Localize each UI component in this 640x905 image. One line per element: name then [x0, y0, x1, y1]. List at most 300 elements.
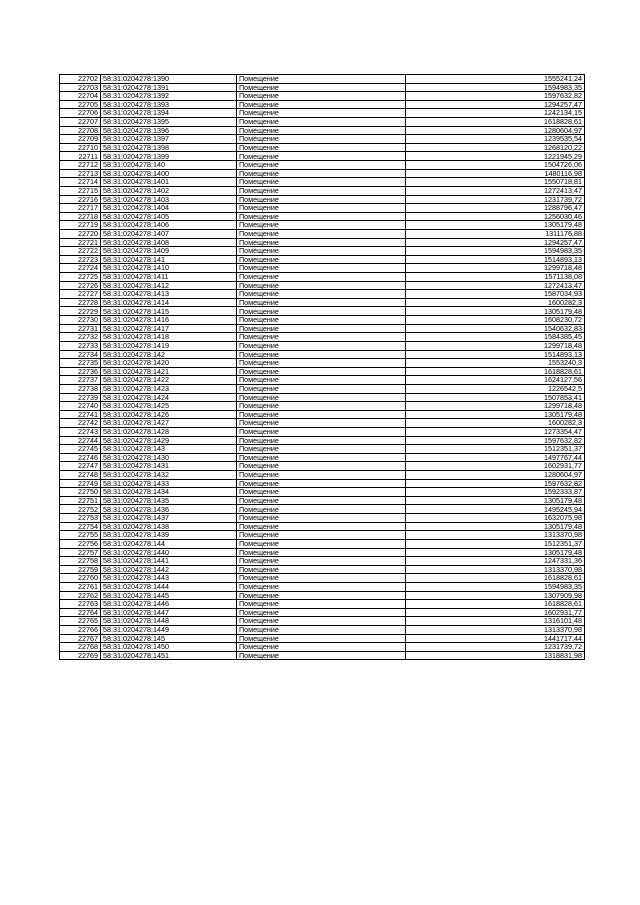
object-type-cell: Помещение	[237, 83, 406, 92]
object-type-cell: Помещение	[237, 221, 406, 230]
cadastral-number-cell: 58:31:0204278:1401	[101, 178, 237, 187]
object-type-cell: Помещение	[237, 204, 406, 213]
object-type-cell: Помещение	[237, 643, 406, 652]
table-row	[60, 350, 585, 359]
object-type-cell: Помещение	[237, 402, 406, 411]
object-type-cell: Помещение	[237, 488, 406, 497]
object-type-cell: Помещение	[237, 565, 406, 574]
cadastral-number-cell: 58:31:0204278:1418	[101, 333, 237, 342]
cadastral-value-cell: 1231739,72	[406, 195, 585, 204]
row-number-cell: 22729	[60, 307, 101, 316]
table-row	[60, 100, 585, 109]
cadastral-value-cell: 1602931,77	[406, 462, 585, 471]
row-number-cell: 22735	[60, 359, 101, 368]
cadastral-number-cell: 58:31:0204278:1448	[101, 617, 237, 626]
object-type-cell: Помещение	[237, 557, 406, 566]
table-row	[60, 574, 585, 583]
object-type-cell: Помещение	[237, 367, 406, 376]
table-row	[60, 488, 585, 497]
table-row	[60, 109, 585, 118]
row-number-cell: 22768	[60, 643, 101, 652]
cadastral-value-cell: 1318831,98	[406, 651, 585, 660]
table-row	[60, 75, 585, 84]
table-row	[60, 221, 585, 230]
cadastral-number-cell: 58:31:0204278:1411	[101, 273, 237, 282]
row-number-cell: 22743	[60, 427, 101, 436]
table-row	[60, 316, 585, 325]
row-number-cell: 22703	[60, 83, 101, 92]
object-type-cell: Помещение	[237, 445, 406, 454]
cadastral-value-cell: 1313370,98	[406, 565, 585, 574]
object-type-cell: Помещение	[237, 75, 406, 84]
cadastral-number-cell: 58:31:0204278:1390	[101, 75, 237, 84]
row-number-cell: 22734	[60, 350, 101, 359]
cadastral-number-cell: 58:31:0204278:1431	[101, 462, 237, 471]
table-row	[60, 591, 585, 600]
cadastral-number-cell: 58:31:0204278:1406	[101, 221, 237, 230]
table-row	[60, 462, 585, 471]
row-number-cell: 22710	[60, 143, 101, 152]
object-type-cell: Помещение	[237, 531, 406, 540]
row-number-cell: 22715	[60, 186, 101, 195]
row-number-cell: 22708	[60, 126, 101, 135]
object-type-cell: Помещение	[237, 100, 406, 109]
object-type-cell: Помещение	[237, 126, 406, 135]
cadastral-number-cell: 58:31:0204278:1417	[101, 324, 237, 333]
cadastral-number-cell: 58:31:0204278:1430	[101, 453, 237, 462]
cadastral-number-cell: 58:31:0204278:1424	[101, 393, 237, 402]
cadastral-value-cell: 1512351,37	[406, 539, 585, 548]
cadastral-number-cell: 58:31:0204278:1409	[101, 247, 237, 256]
object-type-cell: Помещение	[237, 298, 406, 307]
cadastral-value-cell: 1618828,61	[406, 600, 585, 609]
table-row	[60, 92, 585, 101]
row-number-cell: 22737	[60, 376, 101, 385]
cadastral-value-cell: 1273354,47	[406, 427, 585, 436]
cadastral-number-cell: 58:31:0204278:1395	[101, 118, 237, 127]
object-type-cell: Помещение	[237, 195, 406, 204]
cadastral-value-cell: 1441717,44	[406, 634, 585, 643]
cadastral-value-cell: 1268120,22	[406, 143, 585, 152]
object-type-cell: Помещение	[237, 582, 406, 591]
object-type-cell: Помещение	[237, 548, 406, 557]
table-row	[60, 539, 585, 548]
table-row	[60, 436, 585, 445]
row-number-cell: 22752	[60, 505, 101, 514]
row-number-cell: 22724	[60, 264, 101, 273]
cadastral-value-cell: 1600282,3	[406, 419, 585, 428]
object-type-cell: Помещение	[237, 316, 406, 325]
cadastral-number-cell: 58:31:0204278:143	[101, 445, 237, 454]
cadastral-table	[59, 74, 585, 660]
object-type-cell: Помещение	[237, 436, 406, 445]
table-row	[60, 393, 585, 402]
table-row	[60, 419, 585, 428]
table-row	[60, 634, 585, 643]
cadastral-number-cell: 58:31:0204278:1449	[101, 626, 237, 635]
table-row	[60, 255, 585, 264]
row-number-cell: 22720	[60, 229, 101, 238]
cadastral-value-cell: 1550718,81	[406, 178, 585, 187]
cadastral-number-cell: 58:31:0204278:1425	[101, 402, 237, 411]
cadastral-value-cell: 1608230,72	[406, 316, 585, 325]
cadastral-number-cell: 58:31:0204278:1439	[101, 531, 237, 540]
object-type-cell: Помещение	[237, 307, 406, 316]
cadastral-value-cell: 1624127,56	[406, 376, 585, 385]
cadastral-number-cell: 58:31:0204278:1446	[101, 600, 237, 609]
cadastral-value-cell: 1594983,35	[406, 247, 585, 256]
cadastral-value-cell: 1305179,48	[406, 548, 585, 557]
object-type-cell: Помещение	[237, 384, 406, 393]
cadastral-number-cell: 58:31:0204278:1393	[101, 100, 237, 109]
cadastral-number-cell: 58:31:0204278:1392	[101, 92, 237, 101]
row-number-cell: 22767	[60, 634, 101, 643]
row-number-cell: 22712	[60, 161, 101, 170]
row-number-cell: 22755	[60, 531, 101, 540]
cadastral-number-cell: 58:31:0204278:1450	[101, 643, 237, 652]
object-type-cell: Помещение	[237, 419, 406, 428]
cadastral-number-cell: 58:31:0204278:141	[101, 255, 237, 264]
cadastral-value-cell: 1495245,94	[406, 505, 585, 514]
table-row	[60, 548, 585, 557]
row-number-cell: 22704	[60, 92, 101, 101]
object-type-cell: Помещение	[237, 617, 406, 626]
table-row	[60, 565, 585, 574]
cadastral-value-cell: 1239535,54	[406, 135, 585, 144]
row-number-cell: 22762	[60, 591, 101, 600]
table-row	[60, 531, 585, 540]
table-row	[60, 384, 585, 393]
cadastral-number-cell: 58:31:0204278:1391	[101, 83, 237, 92]
object-type-cell: Помещение	[237, 290, 406, 299]
cadastral-value-cell: 1272413,47	[406, 281, 585, 290]
row-number-cell: 22738	[60, 384, 101, 393]
object-type-cell: Помещение	[237, 255, 406, 264]
object-type-cell: Помещение	[237, 453, 406, 462]
table-row	[60, 445, 585, 454]
cadastral-number-cell: 58:31:0204278:1397	[101, 135, 237, 144]
row-number-cell: 22766	[60, 626, 101, 635]
cadastral-number-cell: 58:31:0204278:1399	[101, 152, 237, 161]
table-row	[60, 264, 585, 273]
row-number-cell: 22765	[60, 617, 101, 626]
cadastral-number-cell: 58:31:0204278:1408	[101, 238, 237, 247]
row-number-cell: 22749	[60, 479, 101, 488]
table-row	[60, 169, 585, 178]
object-type-cell: Помещение	[237, 574, 406, 583]
object-type-cell: Помещение	[237, 522, 406, 531]
cadastral-number-cell: 58:31:0204278:1432	[101, 471, 237, 480]
cadastral-value-cell: 1497767,44	[406, 453, 585, 462]
row-number-cell: 22756	[60, 539, 101, 548]
table-row	[60, 410, 585, 419]
cadastral-value-cell: 1226542,5	[406, 384, 585, 393]
table-row	[60, 626, 585, 635]
table-row	[60, 126, 585, 135]
cadastral-value-cell: 1597632,82	[406, 436, 585, 445]
cadastral-value-cell: 1299718,48	[406, 264, 585, 273]
object-type-cell: Помещение	[237, 238, 406, 247]
row-number-cell: 22721	[60, 238, 101, 247]
table-row	[60, 229, 585, 238]
object-type-cell: Помещение	[237, 264, 406, 273]
cadastral-value-cell: 1507853,41	[406, 393, 585, 402]
cadastral-value-cell: 1280604,97	[406, 126, 585, 135]
cadastral-value-cell: 1242134,15	[406, 109, 585, 118]
object-type-cell: Помещение	[237, 186, 406, 195]
cadastral-number-cell: 58:31:0204278:1435	[101, 496, 237, 505]
cadastral-value-cell: 1555241,24	[406, 75, 585, 84]
cadastral-value-cell: 1305179,48	[406, 522, 585, 531]
cadastral-value-cell: 1514893,13	[406, 255, 585, 264]
table-row	[60, 359, 585, 368]
cadastral-number-cell: 58:31:0204278:1428	[101, 427, 237, 436]
object-type-cell: Помещение	[237, 212, 406, 221]
cadastral-value-cell: 1514893,13	[406, 350, 585, 359]
table-row	[60, 204, 585, 213]
table-row	[60, 479, 585, 488]
object-type-cell: Помещение	[237, 247, 406, 256]
cadastral-value-cell: 1247331,36	[406, 557, 585, 566]
cadastral-value-cell: 1288796,47	[406, 204, 585, 213]
cadastral-value-cell: 1307909,98	[406, 591, 585, 600]
row-number-cell: 22736	[60, 367, 101, 376]
table-row	[60, 152, 585, 161]
cadastral-value-cell: 1592333,87	[406, 488, 585, 497]
table-row	[60, 505, 585, 514]
table-row	[60, 281, 585, 290]
cadastral-value-cell: 1587034,93	[406, 290, 585, 299]
table-row	[60, 161, 585, 170]
cadastral-number-cell: 58:31:0204278:1400	[101, 169, 237, 178]
cadastral-value-cell: 1618828,61	[406, 367, 585, 376]
table-row	[60, 402, 585, 411]
table-row	[60, 600, 585, 609]
row-number-cell: 22706	[60, 109, 101, 118]
object-type-cell: Помещение	[237, 178, 406, 187]
cadastral-value-cell: 1294257,47	[406, 100, 585, 109]
object-type-cell: Помещение	[237, 651, 406, 660]
table-row	[60, 324, 585, 333]
row-number-cell: 22709	[60, 135, 101, 144]
object-type-cell: Помещение	[237, 600, 406, 609]
row-number-cell: 22730	[60, 316, 101, 325]
cadastral-number-cell: 58:31:0204278:1433	[101, 479, 237, 488]
cadastral-value-cell: 1632075,98	[406, 514, 585, 523]
object-type-cell: Помещение	[237, 514, 406, 523]
cadastral-number-cell: 58:31:0204278:1451	[101, 651, 237, 660]
table-row	[60, 273, 585, 282]
row-number-cell: 22742	[60, 419, 101, 428]
object-type-cell: Помещение	[237, 479, 406, 488]
object-type-cell: Помещение	[237, 118, 406, 127]
object-type-cell: Помещение	[237, 634, 406, 643]
row-number-cell: 22757	[60, 548, 101, 557]
cadastral-value-cell: 1571138,08	[406, 273, 585, 282]
cadastral-number-cell: 58:31:0204278:1419	[101, 341, 237, 350]
cadastral-number-cell: 58:31:0204278:1407	[101, 229, 237, 238]
object-type-cell: Помещение	[237, 281, 406, 290]
row-number-cell: 22763	[60, 600, 101, 609]
table-row	[60, 617, 585, 626]
object-type-cell: Помещение	[237, 539, 406, 548]
object-type-cell: Помещение	[237, 496, 406, 505]
cadastral-number-cell: 58:31:0204278:1442	[101, 565, 237, 574]
cadastral-number-cell: 58:31:0204278:1413	[101, 290, 237, 299]
cadastral-value-cell: 1294257,47	[406, 238, 585, 247]
cadastral-value-cell: 1313370,98	[406, 531, 585, 540]
cadastral-value-cell: 1280604,97	[406, 471, 585, 480]
table-row	[60, 557, 585, 566]
object-type-cell: Помещение	[237, 427, 406, 436]
table-row	[60, 376, 585, 385]
row-number-cell: 22725	[60, 273, 101, 282]
row-number-cell: 22717	[60, 204, 101, 213]
row-number-cell: 22759	[60, 565, 101, 574]
row-number-cell: 22732	[60, 333, 101, 342]
cadastral-number-cell: 58:31:0204278:1444	[101, 582, 237, 591]
cadastral-value-cell: 1256030,46	[406, 212, 585, 221]
row-number-cell: 22769	[60, 651, 101, 660]
cadastral-number-cell: 58:31:0204278:1447	[101, 608, 237, 617]
cadastral-number-cell: 58:31:0204278:1434	[101, 488, 237, 497]
cadastral-number-cell: 58:31:0204278:1423	[101, 384, 237, 393]
table-row	[60, 178, 585, 187]
table-row	[60, 608, 585, 617]
cadastral-value-cell: 1504726,06	[406, 161, 585, 170]
table-body	[60, 75, 585, 660]
cadastral-value-cell: 1584385,45	[406, 333, 585, 342]
cadastral-number-cell: 58:31:0204278:1410	[101, 264, 237, 273]
object-type-cell: Помещение	[237, 92, 406, 101]
row-number-cell: 22745	[60, 445, 101, 454]
object-type-cell: Помещение	[237, 109, 406, 118]
cadastral-number-cell: 58:31:0204278:1415	[101, 307, 237, 316]
cadastral-value-cell: 1313370,98	[406, 626, 585, 635]
object-type-cell: Помещение	[237, 341, 406, 350]
object-type-cell: Помещение	[237, 393, 406, 402]
cadastral-value-cell: 1480116,98	[406, 169, 585, 178]
table-row	[60, 298, 585, 307]
row-number-cell: 22739	[60, 393, 101, 402]
cadastral-value-cell: 1311176,88	[406, 229, 585, 238]
object-type-cell: Помещение	[237, 376, 406, 385]
row-number-cell: 22747	[60, 462, 101, 471]
cadastral-value-cell: 1597632,82	[406, 92, 585, 101]
row-number-cell: 22740	[60, 402, 101, 411]
table-row	[60, 143, 585, 152]
cadastral-number-cell: 58:31:0204278:1420	[101, 359, 237, 368]
cadastral-number-cell: 58:31:0204278:1437	[101, 514, 237, 523]
cadastral-number-cell: 58:31:0204278:1443	[101, 574, 237, 583]
cadastral-value-cell: 1272413,47	[406, 186, 585, 195]
object-type-cell: Помещение	[237, 410, 406, 419]
cadastral-number-cell: 58:31:0204278:1416	[101, 316, 237, 325]
row-number-cell: 22719	[60, 221, 101, 230]
object-type-cell: Помещение	[237, 505, 406, 514]
table-row	[60, 582, 585, 591]
row-number-cell: 22758	[60, 557, 101, 566]
table-row	[60, 118, 585, 127]
row-number-cell: 22723	[60, 255, 101, 264]
cadastral-number-cell: 58:31:0204278:142	[101, 350, 237, 359]
object-type-cell: Помещение	[237, 143, 406, 152]
cadastral-value-cell: 1305179,48	[406, 307, 585, 316]
row-number-cell: 22751	[60, 496, 101, 505]
cadastral-value-cell: 1305179,48	[406, 496, 585, 505]
row-number-cell: 22744	[60, 436, 101, 445]
row-number-cell: 22753	[60, 514, 101, 523]
cadastral-number-cell: 58:31:0204278:1402	[101, 186, 237, 195]
cadastral-number-cell: 58:31:0204278:1403	[101, 195, 237, 204]
cadastral-number-cell: 58:31:0204278:1427	[101, 419, 237, 428]
cadastral-number-cell: 58:31:0204278:1429	[101, 436, 237, 445]
object-type-cell: Помещение	[237, 471, 406, 480]
row-number-cell: 22713	[60, 169, 101, 178]
object-type-cell: Помещение	[237, 229, 406, 238]
table-row	[60, 341, 585, 350]
cadastral-value-cell: 1221945,29	[406, 152, 585, 161]
table-row	[60, 238, 585, 247]
cadastral-value-cell: 1618828,61	[406, 118, 585, 127]
row-number-cell: 22741	[60, 410, 101, 419]
cadastral-number-cell: 58:31:0204278:1405	[101, 212, 237, 221]
row-number-cell: 22711	[60, 152, 101, 161]
cadastral-number-cell: 58:31:0204278:140	[101, 161, 237, 170]
cadastral-value-cell: 1231739,72	[406, 643, 585, 652]
row-number-cell: 22746	[60, 453, 101, 462]
row-number-cell: 22748	[60, 471, 101, 480]
cadastral-value-cell: 1594983,35	[406, 83, 585, 92]
row-number-cell: 22760	[60, 574, 101, 583]
row-number-cell: 22722	[60, 247, 101, 256]
cadastral-value-cell: 1305179,48	[406, 410, 585, 419]
table-row	[60, 307, 585, 316]
object-type-cell: Помещение	[237, 135, 406, 144]
cadastral-value-cell: 1553240,3	[406, 359, 585, 368]
table-row	[60, 453, 585, 462]
object-type-cell: Помещение	[237, 333, 406, 342]
row-number-cell: 22731	[60, 324, 101, 333]
cadastral-number-cell: 58:31:0204278:145	[101, 634, 237, 643]
cadastral-value-cell: 1594983,35	[406, 582, 585, 591]
row-number-cell: 22707	[60, 118, 101, 127]
cadastral-number-cell: 58:31:0204278:144	[101, 539, 237, 548]
object-type-cell: Помещение	[237, 591, 406, 600]
object-type-cell: Помещение	[237, 273, 406, 282]
object-type-cell: Помещение	[237, 359, 406, 368]
table-row	[60, 333, 585, 342]
cadastral-number-cell: 58:31:0204278:1396	[101, 126, 237, 135]
cadastral-number-cell: 58:31:0204278:1414	[101, 298, 237, 307]
object-type-cell: Помещение	[237, 152, 406, 161]
table-row	[60, 290, 585, 299]
row-number-cell: 22728	[60, 298, 101, 307]
table-row	[60, 514, 585, 523]
cadastral-value-cell: 1316101,48	[406, 617, 585, 626]
row-number-cell: 22726	[60, 281, 101, 290]
row-number-cell: 22764	[60, 608, 101, 617]
cadastral-value-cell: 1597632,82	[406, 479, 585, 488]
cadastral-value-cell: 1618828,61	[406, 574, 585, 583]
table-row	[60, 186, 585, 195]
cadastral-value-cell: 1299718,48	[406, 402, 585, 411]
row-number-cell: 22754	[60, 522, 101, 531]
cadastral-value-cell: 1540632,83	[406, 324, 585, 333]
table-row	[60, 471, 585, 480]
table-row	[60, 496, 585, 505]
cadastral-value-cell: 1305179,48	[406, 221, 585, 230]
